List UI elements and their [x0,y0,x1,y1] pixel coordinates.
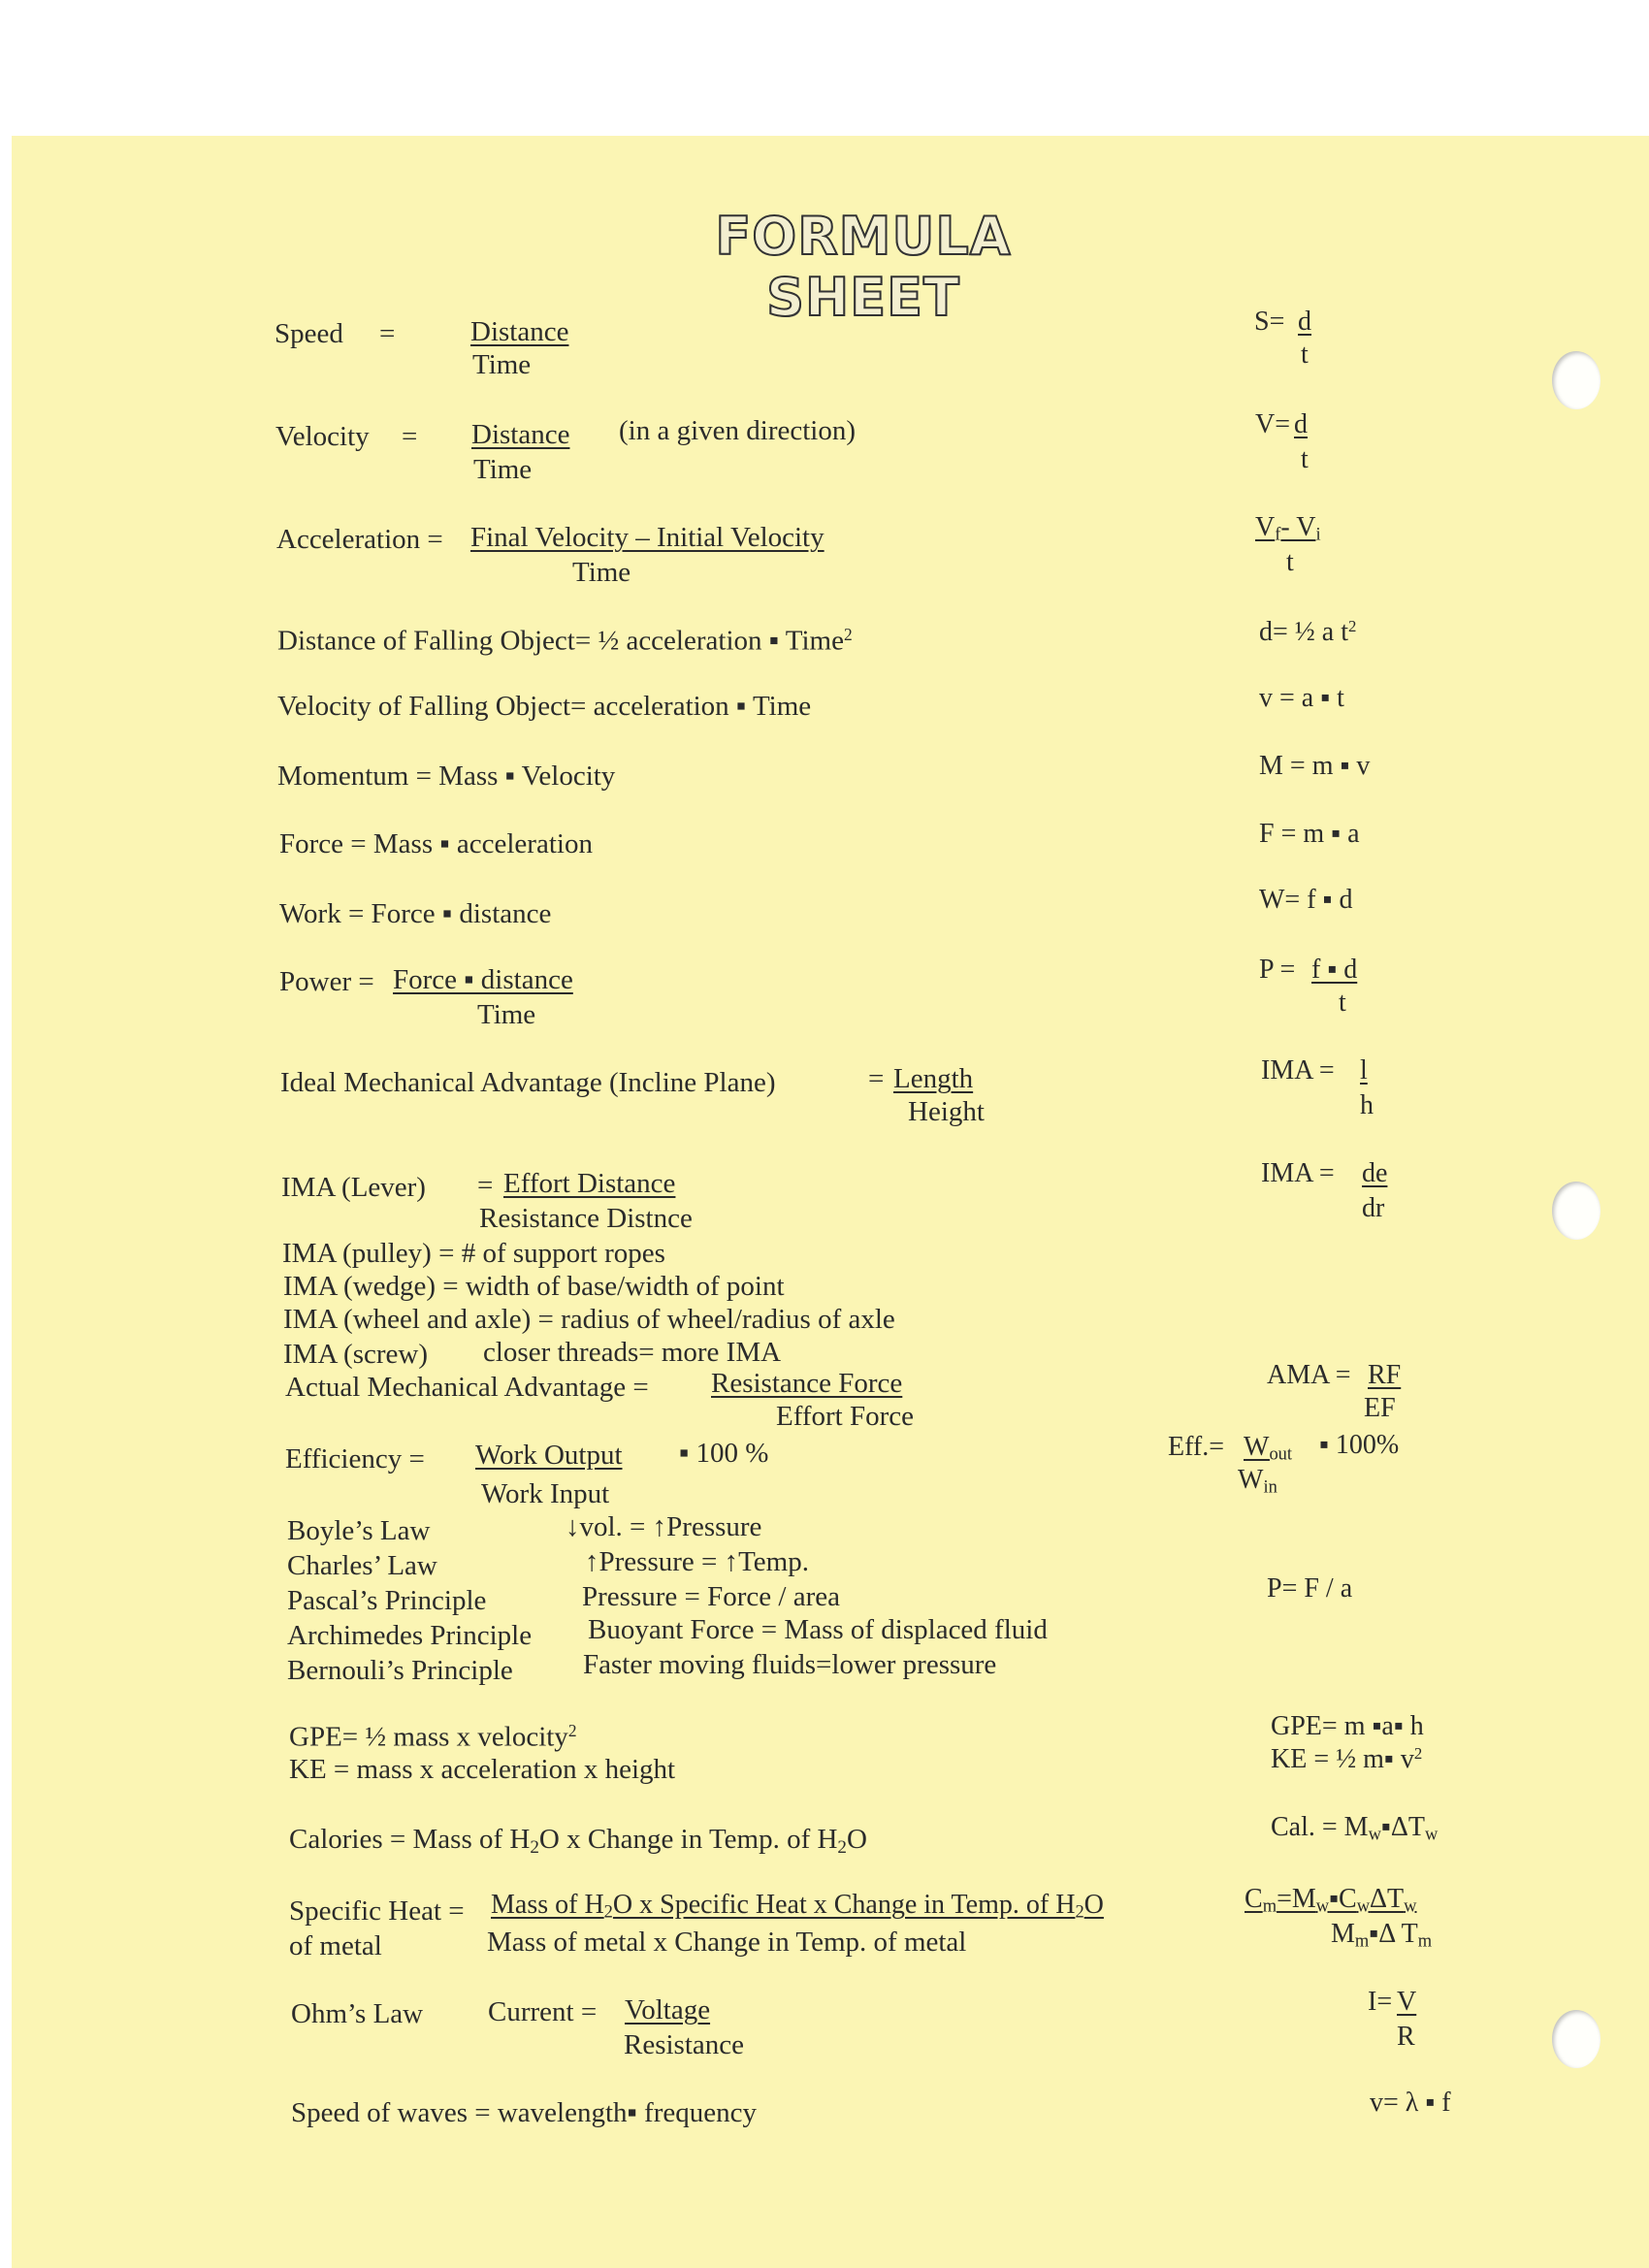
falling-distance-formula: d= ½ a $t^2$ [1259,617,1357,648]
speed-denominator: Time [472,349,532,380]
ima-lever-label: IMA (Lever) [281,1172,426,1203]
ama-formula-num: RF [1368,1360,1402,1390]
velocity-label: Velocity [275,421,370,452]
power-label: Power = [279,966,374,997]
power-denominator: Time [477,999,536,1030]
ima-lever-denominator: Resistance Distnce [479,1203,693,1234]
law-name: Pascal’s Principle [287,1585,487,1616]
ima-lever-formula-lhs: IMA = [1261,1158,1335,1188]
specific-heat-label: Specific Heat = [289,1895,465,1927]
law-text: ↑Pressure = ↑Temp. [585,1546,809,1577]
ohm-current-label: Current = [488,1996,598,2027]
law-name: Boyle’s Law [287,1515,431,1546]
power-formula-num: f ▪ d [1311,955,1358,985]
acceleration-formula-den: t [1286,547,1294,577]
speed-formula-num: d [1298,307,1311,337]
ima-incline-formula-num: l [1360,1055,1368,1085]
ima-lever-formula-num: de [1362,1158,1388,1188]
work-formula: W= f ▪ d [1259,885,1353,915]
law-text: Buoyant Force = Mass of displaced fluid [588,1614,1048,1645]
efficiency-formula-tail: ▪ 100% [1319,1430,1400,1460]
law-text: Faster moving fluids=lower pressure [583,1649,997,1680]
ima-incline-denominator: Height [908,1096,985,1127]
law-text: ↓vol. = ↑Pressure [566,1511,762,1542]
momentum-text: Momentum = Mass ▪ Velocity [277,761,616,792]
page-title: FORMULA SHEET [715,206,1012,328]
law-text: Pressure = Force / area [582,1581,840,1612]
efficiency-formula-num: $W_{out}$ [1244,1432,1293,1464]
ima-screw-text: closer threads= more IMA [483,1337,782,1368]
specific-heat-formula-num: $C_m=M_w▪C_w\Delta T_w$ [1245,1884,1417,1916]
velocity-formula-den: t [1301,444,1309,474]
ima-pulley-text: IMA (pulley) = # of support ropes [282,1238,665,1269]
ohm-formula-num: V [1397,1987,1417,2017]
momentum-formula: M = m ▪ v [1259,751,1371,781]
acceleration-numerator: Final Velocity – Initial Velocity [470,522,824,553]
gpe-formula: GPE= m ▪a▪ h [1271,1711,1424,1741]
equals-sign: = [379,318,396,349]
ohm-label: Ohm’s Law [291,1998,424,2029]
falling-velocity-text: Velocity of Falling Object= acceleration ▪ Time [277,691,812,722]
calories-formula: Cal. = $M_w▪\Delta T_w$ [1271,1812,1439,1844]
ima-incline-formula-lhs: IMA = [1261,1055,1335,1085]
power-formula-den: t [1339,988,1346,1018]
ama-numerator: Resistance Force [711,1368,903,1399]
specific-heat-formula-den: $M_m▪\Delta$ $T_m$ [1331,1919,1433,1951]
ohm-formula-lhs: I= [1368,1987,1393,2017]
ohm-formula-den: R [1397,2022,1415,2052]
ima-incline-formula-den: h [1360,1090,1374,1120]
velocity-note: (in a given direction) [619,415,856,446]
velocity-formula-lhs: V= [1255,409,1291,439]
law-name: Bernouli’s Principle [287,1655,513,1686]
gpe-text: GPE= ½ mass x velocity$^2$ [289,1721,577,1753]
law-name: Archimedes Principle [287,1620,533,1651]
ke-formula: KE = ½ m▪ $v^2$ [1271,1744,1423,1775]
efficiency-denominator: Work Input [481,1478,610,1509]
velocity-denominator: Time [473,454,533,485]
velocity-numerator: Distance [471,419,570,450]
speed-formula-lhs: S= [1254,307,1285,337]
acceleration-denominator: Time [572,557,631,588]
speed-formula-den: t [1301,340,1309,370]
equals-sign: = [868,1063,885,1094]
ima-wheel-axle-text: IMA (wheel and axle) = radius of wheel/radius of axle [283,1304,895,1335]
ohm-numerator: Voltage [625,1994,711,2025]
speed-label: Speed [275,318,343,349]
ima-incline-label: Ideal Mechanical Advantage (Incline Plane) [280,1067,776,1098]
efficiency-multiplier: ▪ 100 % [679,1438,769,1469]
ima-screw-label: IMA (screw) [283,1339,428,1370]
power-numerator: Force ▪ distance [393,964,573,995]
equals-sign: = [477,1170,494,1201]
efficiency-label: Efficiency = [285,1443,425,1474]
equals-sign: = [402,421,418,452]
ima-wedge-text: IMA (wedge) = width of base/width of point [283,1271,785,1302]
efficiency-formula-lhs: Eff.= [1168,1432,1225,1462]
specific-heat-numerator: Mass of $H_2O$ x Specific Heat x Change in Temp. of $H_2O$ [491,1890,1104,1922]
power-formula-lhs: P = [1259,955,1296,985]
ama-formula-lhs: AMA = [1267,1360,1351,1390]
specific-heat-denominator: Mass of metal x Change in Temp. of metal [487,1927,967,1958]
specific-heat-label-line2: of metal [289,1930,382,1961]
speed-numerator: Distance [470,316,569,347]
calories-text: Calories = Mass of $H_2O$ x Change in Temp. of $H_2O$ [289,1824,867,1858]
velocity-formula-num: d [1294,409,1308,439]
efficiency-formula-den: $W_{in}$ [1238,1465,1277,1497]
ima-incline-numerator: Length [893,1063,974,1094]
efficiency-numerator: Work Output [475,1440,623,1471]
ama-denominator: Effort Force [776,1401,914,1432]
acceleration-formula-num: $V_f-$ $V_i$ [1255,512,1321,544]
force-text: Force = Mass ▪ acceleration [279,828,593,859]
falling-distance-text: Distance of Falling Object= ½ acceleration ▪ Time$^2$ [277,625,853,657]
waves-text: Speed of waves = wavelength▪ frequency [291,2097,757,2128]
falling-velocity-formula: v = a ▪ t [1259,683,1344,713]
binder-hole [1552,351,1600,409]
work-text: Work = Force ▪ distance [279,898,552,929]
law-name: Charles’ Law [287,1550,437,1581]
ke-text: KE = mass x acceleration x height [289,1754,676,1785]
pascal-formula: P= F / a [1267,1573,1353,1604]
ohm-denominator: Resistance [624,2029,745,2060]
force-formula: F = m ▪ a [1259,819,1360,849]
ima-lever-numerator: Effort Distance [503,1168,676,1199]
acceleration-label: Acceleration = [276,524,443,555]
waves-formula: v= λ ▪ f [1370,2088,1451,2118]
ima-lever-formula-den: dr [1362,1193,1385,1223]
binder-hole [1552,1182,1600,1240]
ama-label: Actual Mechanical Advantage = [285,1372,649,1403]
ama-formula-den: EF [1364,1393,1396,1423]
binder-hole [1552,2010,1600,2068]
